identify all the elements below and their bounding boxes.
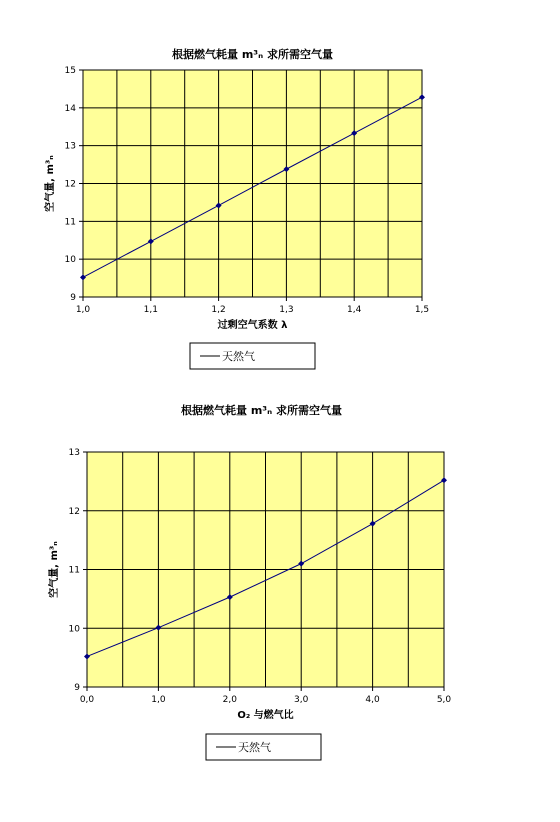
chart-title: 根据燃气耗量 m³ₙ 求所需空气量 <box>172 48 333 61</box>
x-tick-label: 1,3 <box>279 305 294 315</box>
x-tick-label: 5,0 <box>436 695 452 705</box>
x-tick-label: 2,0 <box>222 695 237 705</box>
y-tick-label: 14 <box>64 103 76 114</box>
chart-title: 根据燃气耗量 m³ₙ 求所需空气量 <box>181 404 342 417</box>
y-tick-label: 13 <box>68 448 80 458</box>
y-tick-label: 11 <box>68 565 80 576</box>
chart-1 <box>0 0 560 380</box>
chart-2 <box>0 390 560 770</box>
legend <box>190 343 315 369</box>
y-tick-label: 13 <box>64 141 76 152</box>
chart-1-svg <box>0 0 560 380</box>
x-tick-label: 1,4 <box>347 305 362 315</box>
y-tick-label: 15 <box>64 66 76 76</box>
legend <box>206 734 321 760</box>
y-tick-label: 12 <box>68 506 80 517</box>
y-tick-label: 9 <box>74 683 80 693</box>
chart-2-svg <box>0 390 560 770</box>
y-tick-label: 11 <box>64 217 76 228</box>
y-axis-label: 空气量, m³ₙ <box>45 155 56 212</box>
x-tick-label: 1,0 <box>151 695 166 705</box>
y-tick-label: 9 <box>70 293 76 303</box>
y-tick-label: 10 <box>68 624 80 635</box>
y-axis-label: 空气量, m³ₙ <box>49 541 60 598</box>
x-tick-label: 1,1 <box>143 305 158 315</box>
x-tick-label: 3,0 <box>294 695 309 705</box>
x-tick-label: 4,0 <box>365 695 380 705</box>
legend-label: 天然气 <box>238 741 271 754</box>
legend-label: 天然气 <box>222 350 255 363</box>
x-axis-label: 过剩空气系数 λ <box>217 320 288 331</box>
y-tick-label: 12 <box>64 179 76 190</box>
x-tick-label: 1,0 <box>75 305 91 315</box>
x-tick-label: 1,2 <box>211 305 226 315</box>
x-tick-label: 0,0 <box>79 695 95 705</box>
x-axis-label: O₂ 与燃气比 <box>237 710 294 721</box>
y-tick-label: 10 <box>64 255 76 266</box>
x-tick-label: 1,5 <box>414 305 430 315</box>
